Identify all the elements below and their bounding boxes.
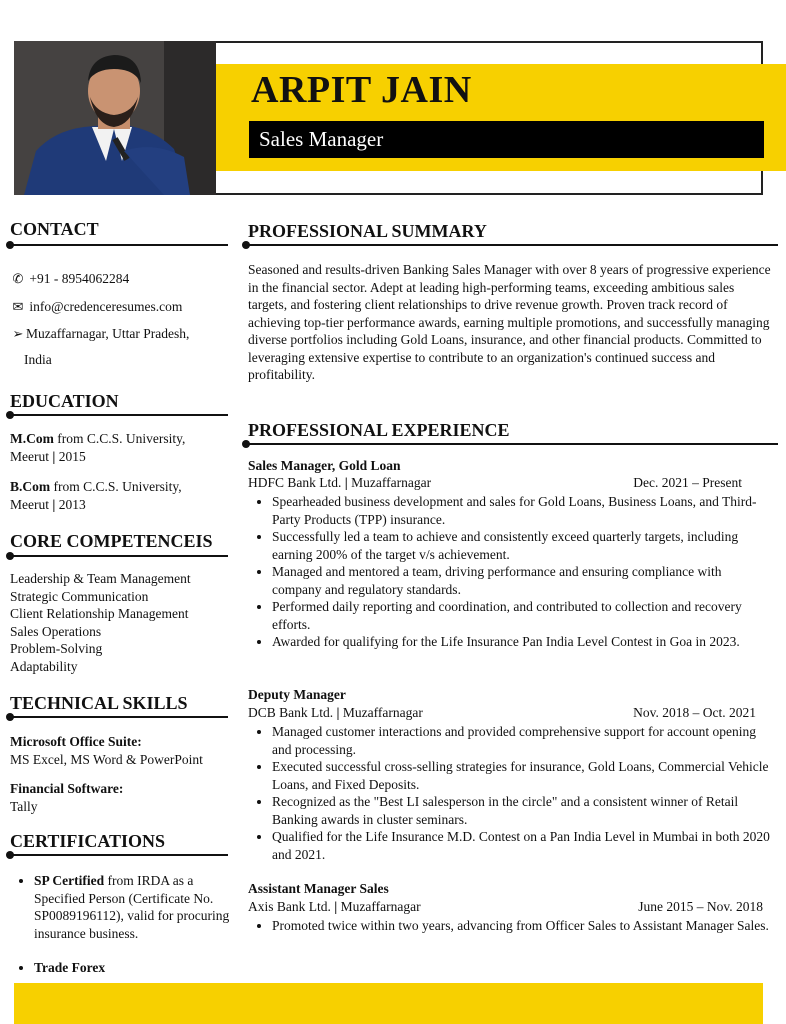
year: 2013 [58, 496, 86, 512]
job-company-line [248, 899, 421, 915]
separator: | [52, 448, 56, 464]
company: DCB Bank Ltd. [248, 705, 334, 720]
summary-text: Seasoned and results-driven Banking Sales Manager with over 8 years of progressive experience in the financial sector. Adept at leading high-performing teams, exceeding ambitious sales targets, and fostering client relationships to drive revenue growth. Proven track record of achieving top-tier performance awards, earning multiple promotions, and successfully managing diverse portfolios including Gold Loans, insurance, and other financial products. Committed to leveraging extensive expertise to contribute to an organization's continued success and profitability. [248, 262, 771, 382]
profile-photo [14, 41, 216, 195]
candidate-name: ARPIT JAIN [251, 69, 472, 111]
education-item-2 [10, 478, 225, 513]
company: HDFC Bank Ltd. [248, 475, 342, 490]
education-item-1 [10, 430, 225, 465]
job-bullets [250, 493, 772, 651]
footer-accent-band [14, 983, 763, 1024]
phone-text: +91 - 8954062284 [29, 271, 130, 286]
cert-item [34, 872, 234, 942]
job-role: Deputy Manager [248, 687, 346, 702]
job-company-line [248, 705, 423, 721]
institution: from C.C.S. University, [50, 479, 182, 494]
technical-rule [10, 716, 228, 718]
location-arrow-icon: ➢ [12, 326, 24, 341]
job-bullet: • Promoted twice within two years, advancing from Officer Sales to Assistant Manager Sales. [272, 917, 772, 935]
year: 2015 [58, 448, 86, 464]
cert-name: SP Certified [34, 873, 105, 888]
job-dates: June 2015 – Nov. 2018 [638, 899, 763, 914]
competency-item: Strategic Communication [10, 588, 149, 604]
summary-rule [246, 244, 778, 246]
experience-heading: PROFESSIONAL EXPERIENCE [248, 420, 510, 440]
tech-group-value: Tally [10, 799, 38, 814]
phone-icon: ✆ [12, 271, 24, 286]
tech-group-label: Microsoft Office Suite: [10, 734, 142, 749]
competencies-heading: CORE COMPETENCEIS [10, 531, 213, 551]
city: Meerut [10, 448, 49, 464]
certifications-rule [10, 854, 228, 856]
job-company-line [248, 475, 431, 491]
job-dates: Dec. 2021 – Present [633, 475, 742, 490]
job-role: Assistant Manager Sales [248, 881, 389, 896]
cert-name: Trade Forex [34, 960, 106, 975]
competencies-rule [10, 555, 228, 557]
competency-item: Leadership & Team Management [10, 571, 191, 586]
place: Muzaffarnagar [351, 475, 432, 490]
company: Axis Bank Ltd. [248, 899, 331, 914]
competencies-list [10, 570, 191, 676]
degree: M.Com [10, 431, 54, 446]
technical-heading: TECHNICAL SKILLS [10, 693, 188, 713]
separator: | [344, 475, 348, 490]
location-line1: Muzaffarnagar, Uttar Pradesh, [26, 326, 190, 341]
cert-item [34, 959, 234, 977]
competency-item: Client Relationship Management [10, 606, 189, 622]
email-text: info@credenceresumes.com [29, 299, 183, 314]
place: Muzaffarnagar [340, 899, 421, 914]
job-role: Sales Manager, Gold Loan [248, 458, 401, 473]
mail-icon: ✉ [12, 299, 24, 314]
contact-rule [10, 244, 228, 246]
job-bullet: • Executed successful cross-selling strategies for insurance, Gold Loans, Commercial Vehicle Loans, and Fixed Deposits. [272, 758, 772, 793]
job-bullet: • Spearheaded business development and sales for Gold Loans, Business Loans, and Third-Party Products (TPP) insurance. [272, 493, 772, 528]
tech-group-label: Financial Software: [10, 781, 124, 796]
separator: | [334, 899, 338, 914]
job-bullet: • Successfully led a team to achieve and consistently exceed quarterly targets, including earning 200% of the target v/s achievement. [272, 528, 772, 563]
job-bullet: • Managed and mentored a team, driving performance and ensuring compliance with company and regulatory standards. [272, 563, 772, 598]
competency-item: Adaptability [10, 658, 78, 674]
job-title-bar [249, 121, 764, 158]
institution: from C.C.S. University, [53, 431, 186, 446]
tech-group-value: MS Excel, MS Word & PowerPoint [10, 752, 203, 767]
job-bullets [250, 917, 772, 935]
job-bullet: • Qualified for the Life Insurance M.D. Contest on a Pan India Level in Mumbai in both 2020 and 2021. [272, 828, 772, 863]
education-heading: EDUCATION [10, 391, 119, 411]
job-bullet: • Awarded for qualifying for the Life Insurance Pan India Level Contest in Goa in 2023. [272, 633, 772, 651]
experience-rule [246, 443, 778, 445]
contact-location [10, 326, 189, 342]
job-bullet: • Recognized as the "Best LI salesperson in the circle" and a consistent winner of Retail Banking awards in cluster seminars. [272, 793, 772, 828]
location-line2: India [24, 352, 52, 367]
contact-heading: CONTACT [10, 219, 99, 239]
contact-phone [10, 271, 129, 287]
summary-heading: PROFESSIONAL SUMMARY [248, 221, 487, 241]
job-title: Sales Manager [259, 127, 384, 151]
place: Muzaffarnagar [342, 705, 423, 720]
degree: B.Com [10, 479, 51, 494]
competency-item: Problem-Solving [10, 641, 103, 657]
competency-item: Sales Operations [10, 623, 102, 639]
contact-email [10, 299, 182, 315]
job-dates: Nov. 2018 – Oct. 2021 [633, 705, 756, 720]
cert-detail: from IRDA as a Specified Person (Certificate No. SP0089196112), valid for procuring insurance business. [34, 873, 230, 941]
education-rule [10, 414, 228, 416]
certifications-list [12, 872, 234, 977]
job-bullet: • Performed daily reporting and coordination, and contributed to collection and recovery efforts. [272, 598, 772, 633]
certifications-heading: CERTIFICATIONS [10, 831, 166, 851]
job-bullets [250, 723, 772, 863]
job-bullet: • Managed customer interactions and provided comprehensive support for account opening and processing. [272, 723, 772, 758]
separator: | [336, 705, 340, 720]
city: Meerut [10, 496, 49, 512]
separator: | [52, 496, 56, 512]
